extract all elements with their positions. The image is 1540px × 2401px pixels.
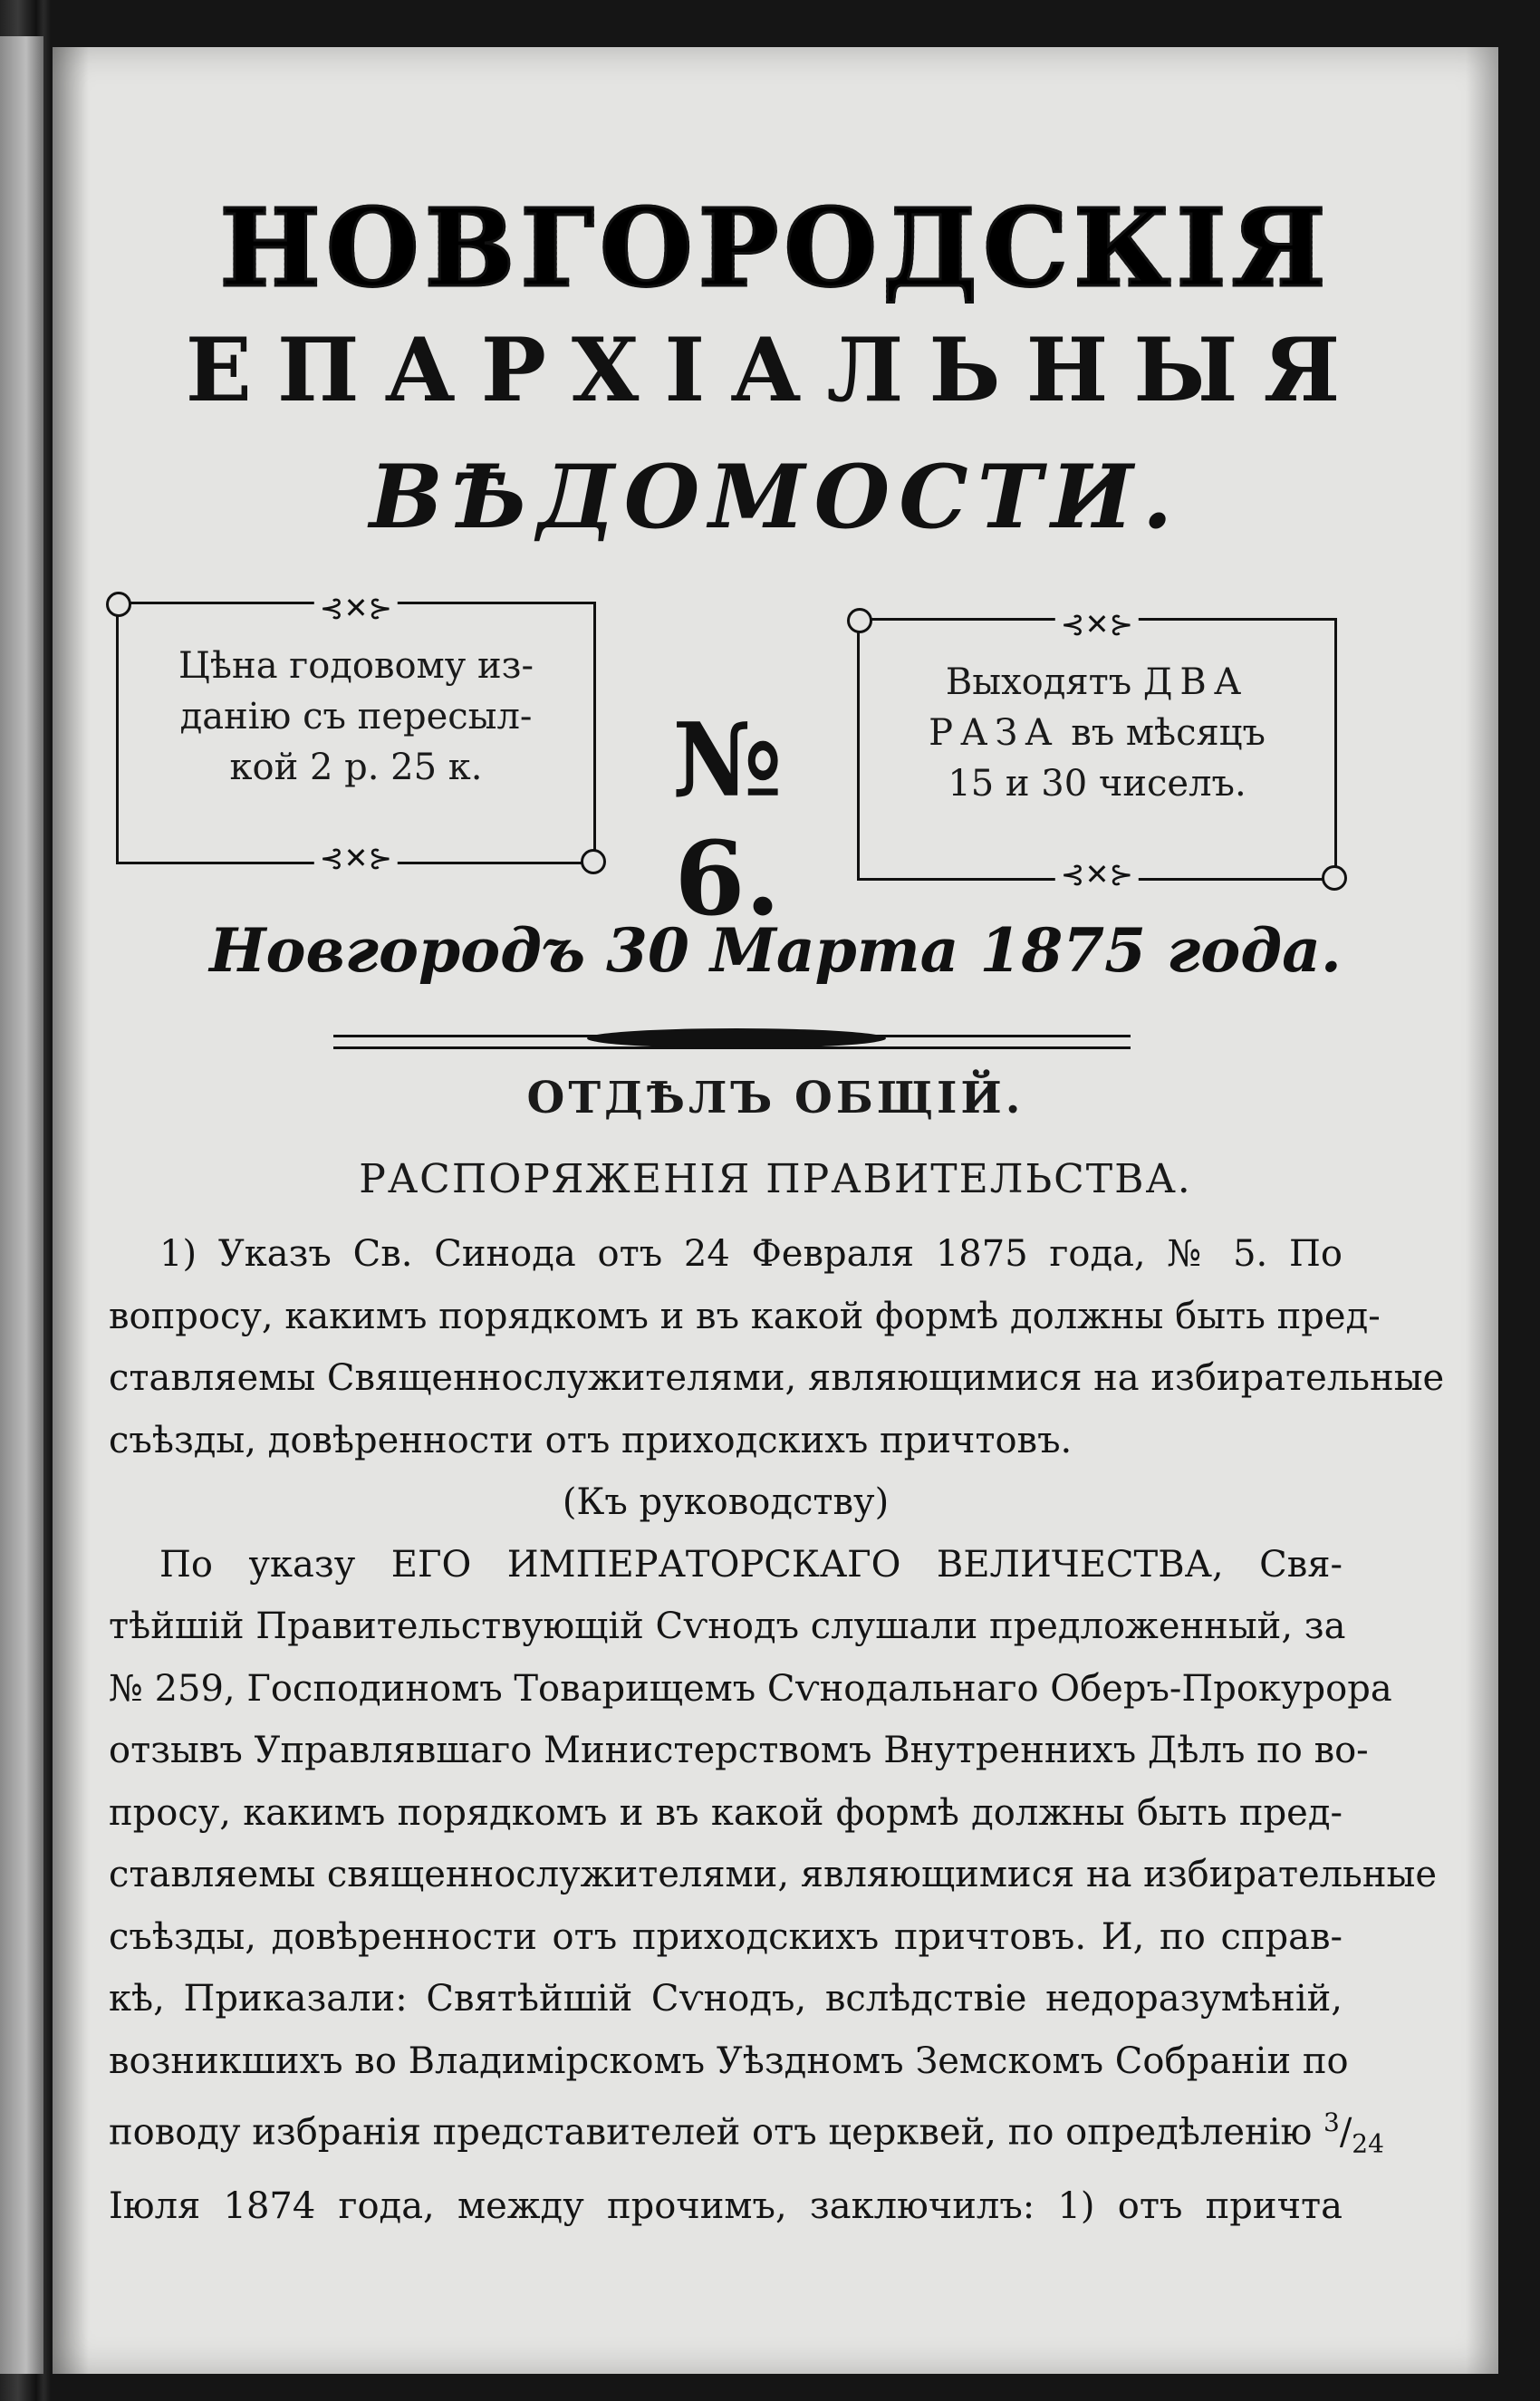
guidance-note: (Къ руководству): [562, 1481, 890, 1523]
decorative-rule-ornament: [587, 1028, 886, 1048]
section-title: ОТДѢЛЪ ОБЩІЙ.: [526, 1073, 1025, 1123]
ornament-icon: ⊰✕⊱: [1055, 599, 1139, 650]
decree-paragraph: [109, 1223, 1445, 1471]
text-line: Іюля 1874 года, между прочимъ, заключилъ: 1) отъ причта: [109, 2184, 1343, 2227]
text-line: съѣзды, довѣренности отъ приходскихъ причтовъ. И, по справ-: [109, 1915, 1343, 1958]
newspaper-page: [53, 47, 1498, 2374]
masthead-title-line2: ЕПАРХІАЛЬНЫЯ: [185, 319, 1366, 421]
article-body: [109, 1223, 1445, 2237]
price-line: кой 2 р. 25 к.: [229, 747, 483, 788]
price-line: данію съ пересыл-: [179, 696, 533, 738]
text-line: вопросу, какимъ порядкомъ и въ какой формѣ должны быть пред-: [109, 1295, 1381, 1337]
fraction-separator: /: [1339, 2111, 1352, 2154]
text-line: ставляемы священнослужителями, являющимися на избирательные: [109, 1854, 1437, 1895]
price-box: [116, 591, 596, 875]
text-line: съѣзды, довѣренности отъ приходскихъ причтовъ.: [109, 1419, 1073, 1461]
fraction-numerator: 3: [1323, 2107, 1340, 2137]
section-heading: РАСПОРЯЖЕНІЯ ПРАВИТЕЛЬСТВА.: [359, 1156, 1192, 1202]
text-line: отзывъ Управлявшаго Министерствомъ Внутреннихъ Дѣлъ по во-: [109, 1730, 1369, 1771]
left-page-edge: [0, 36, 43, 2374]
text-line: По указу ЕГО ИМПЕРАТОРСКАГО ВЕЛИЧЕСТВА, Свя-: [159, 1543, 1343, 1586]
text-line: тѣйшій Правительствующій Сѵнодъ слушали предложенный, за: [109, 1605, 1346, 1647]
issue-number: № 6.: [672, 701, 783, 939]
text-line: возникшихъ во Владимірскомъ Уѣздномъ Земскомъ Собраніи по: [109, 2039, 1349, 2082]
masthead-title-line3: ВѢДОМОСТИ.: [369, 446, 1182, 548]
schedule-line: РАЗА въ мѣсяцъ: [929, 712, 1266, 754]
ornament-icon: ⊰✕⊱: [314, 833, 398, 883]
masthead-title-line1: НОВГОРОДСКІЯ: [53, 181, 1498, 314]
text-line: ставляемы Священнослужителями, являющимися на избирательные: [109, 1357, 1445, 1399]
decree-text-paragraph: [109, 1534, 1437, 2238]
schedule-box: [857, 607, 1337, 892]
text-line: просу, какимъ порядкомъ и въ какой формѣ должны быть пред-: [109, 1791, 1343, 1834]
place-date: Новгородъ 30 Марта 1875 года.: [209, 915, 1342, 986]
schedule-line: Выходятъ ДВА: [945, 661, 1249, 703]
text-line: кѣ, Приказали: Святѣйшій Сѵнодъ, вслѣдствіе недоразумѣній,: [109, 1978, 1343, 2020]
text-line: № 259, Господиномъ Товарищемъ Сѵнодальнаго Оберъ-Прокурора: [109, 1667, 1392, 1710]
ornament-icon: ⊰✕⊱: [1055, 849, 1139, 900]
schedule-line: 15 и 30 чиселъ.: [948, 763, 1246, 805]
fraction-denominator: 24: [1352, 2128, 1384, 2159]
ornament-icon: ⊰✕⊱: [314, 583, 398, 633]
price-line: Цѣна годовому из-: [178, 645, 534, 687]
text-line: поводу избранія представителей отъ церквей, по опредѣленію $^3/_{24}$: [109, 2107, 1384, 2159]
text-line: 1) Указъ Св. Синода отъ 24 Февраля 1875 года, № 5. По: [159, 1233, 1343, 1275]
